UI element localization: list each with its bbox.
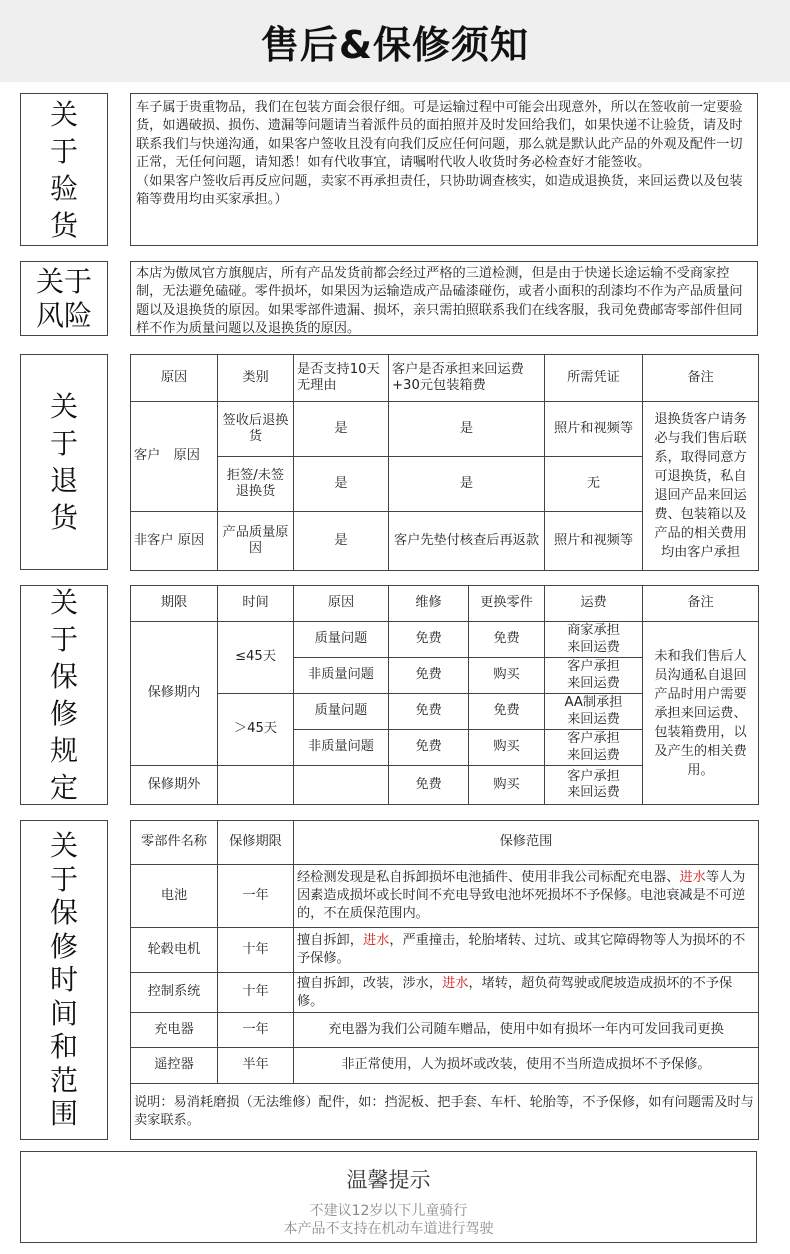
returns-header-proof: 所需凭证	[545, 355, 643, 402]
notice-line-2: 本产品不支持在机动车道进行驾驶	[283, 1221, 494, 1237]
risk-text: 本店为傲凤官方旗舰店，所有产品发货前都会经过严格的三道检测，但是由于快递长途运输不受商家控制，无法避免磕碰。零件损坏，如果因为运输造成产品磕漆碰伤，或者小面积的刮漆均不作为产品质量问题以及退换货的原因。如果零部件遗漏、损坏，亲只需拍照联系我们在线客服，我司免费邮寄零部件但同样不作为质量问题以及退换货的原因。	[136, 266, 743, 337]
rules-header-parts: 更换零件	[469, 586, 545, 622]
returns-table	[130, 354, 759, 571]
returns-label: 关于退货	[49, 390, 78, 534]
scope-text-part: ，堵转，超负荷驾驶或爬坡造成损坏的不予保修。	[297, 975, 733, 1009]
scope-battery-period: 一年	[218, 865, 294, 928]
returns-proof: 照片和视频等	[545, 512, 643, 571]
scope-motor-period: 十年	[218, 928, 294, 973]
scope-text-highlight: 进水	[362, 933, 390, 948]
rules-reason: 非质量问题	[294, 730, 389, 766]
rules-parts: 购买	[469, 766, 545, 805]
warranty-rules-label-box	[20, 585, 108, 805]
scope-remote-name: 遥控器	[131, 1048, 218, 1084]
warranty-rules-header-row	[131, 586, 759, 622]
rules-repair: 免费	[389, 658, 469, 694]
rules-header-reason: 原因	[294, 586, 389, 622]
rules-repair: 免费	[389, 694, 469, 730]
returns-bear: 客户先垫付核查后再返款	[389, 512, 545, 571]
warranty-rules-table	[130, 585, 759, 805]
warranty-scope-label-box	[20, 820, 108, 1140]
notice-title: 温馨提示	[346, 1168, 431, 1192]
scope-header-scope: 保修范围	[294, 821, 759, 865]
scope-text-part: 擅自拆卸，改装，涉水，	[297, 975, 443, 991]
returns-bear: 是	[389, 402, 545, 457]
rules-time-gt45: ＞45天	[218, 694, 294, 766]
rules-reason: 质量问题	[294, 694, 389, 730]
page-header	[0, 0, 790, 82]
rules-parts: 购买	[469, 730, 545, 766]
scope-motor-text	[294, 928, 759, 973]
rules-header-period: 期限	[131, 586, 218, 622]
rules-period-out: 保修期外	[131, 766, 218, 805]
returns-header-support: 是否支持10天无理由	[294, 355, 389, 402]
scope-text-highlight: 进水	[442, 975, 469, 991]
table-row	[131, 622, 759, 658]
rules-parts: 免费	[469, 694, 545, 730]
inspection-paragraph-1: 车子属于贵重物品，我们在包装方面会很仔细。可是运输过程中可能会出现意外，所以在签收前一定要验货，如遇破损、损伤、遗漏等问题请当着派件员的面拍照并及时发回给我们，如果快递不让验货，请及时联系我们与快递沟通，如果客户签收且没有向我们反应任何问题，那么就是默认此产品的外观及配件一切正常，无任何问题，请知悉！如有代收事宜，请嘱咐代收人收货时务必检查好才能签收。	[136, 100, 743, 171]
scope-text-part: ，严重撞击，轮胎堵转、过坑、或其它障碍物等人为损坏的不予保修。	[297, 933, 746, 966]
notice-line-1: 不建议12岁以下儿童骑行	[309, 1203, 468, 1219]
returns-category: 拒签/未签退换货	[218, 457, 294, 512]
rules-repair: 免费	[389, 730, 469, 766]
rules-header-time: 时间	[218, 586, 294, 622]
scope-footnote: 说明：易消耗磨损（无法维修）配件，如：挡泥板、把手套、车杆、轮胎等，不予保修，如有问题需及时与卖家联系。	[131, 1084, 759, 1140]
returns-proof: 无	[545, 457, 643, 512]
returns-header-note: 备注	[643, 355, 759, 402]
warranty-scope-header-row	[131, 821, 759, 865]
returns-noncustomer-reason: 非客户 原因	[131, 512, 218, 571]
table-row	[131, 865, 759, 928]
rules-reason: 非质量问题	[294, 658, 389, 694]
inspection-label-box	[20, 93, 108, 246]
scope-text-part: 经检测发现是私自拆卸损坏电池插件、使用非我公司标配充电器、	[297, 870, 680, 885]
rules-note: 未和我们售后人员沟通私自退回产品时用户需要承担来回运费、包装箱费用，以及产生的相关费用。	[643, 622, 759, 805]
rules-header-repair: 维修	[389, 586, 469, 622]
returns-note: 退换货客户请务必与我们售后联系，取得同意方可退换货，私自退回产品来回运费、包装箱以及产品的相关费用均由客户承担	[643, 402, 759, 571]
warranty-rules-label: 关于保修规定	[49, 586, 78, 804]
table-row	[131, 973, 759, 1013]
scope-motor-name: 轮毂电机	[131, 928, 218, 973]
returns-header-category: 类别	[218, 355, 294, 402]
inspection-label: 关于验货	[49, 97, 78, 242]
notice-box	[20, 1151, 757, 1243]
rules-repair: 免费	[389, 622, 469, 658]
rules-header-note: 备注	[643, 586, 759, 622]
returns-category: 签收后退换货	[218, 402, 294, 457]
warranty-scope-table	[130, 820, 759, 1140]
scope-controller-name: 控制系统	[131, 973, 218, 1013]
table-row	[131, 1048, 759, 1084]
rules-repair: 免费	[389, 766, 469, 805]
risk-text-box	[130, 261, 758, 336]
scope-header-part: 零部件名称	[131, 821, 218, 865]
scope-remote-period: 半年	[218, 1048, 294, 1084]
scope-header-period: 保修期限	[218, 821, 294, 865]
returns-category: 产品质量原因	[218, 512, 294, 571]
scope-charger-text: 充电器为我们公司随车赠品，使用中如有损坏一年内可发回我司更换	[294, 1013, 759, 1048]
inspection-paragraph-2: （如果客户签收后再反应问题，卖家不再承担责任，只协助调查核实，如造成退换货，来回运费以及包装箱等费用均由买家承担。）	[136, 173, 743, 208]
rules-parts: 购买	[469, 658, 545, 694]
returns-proof: 照片和视频等	[545, 402, 643, 457]
scope-battery-name: 电池	[131, 865, 218, 928]
rules-parts: 免费	[469, 622, 545, 658]
rules-time-le45: ≤45天	[218, 622, 294, 694]
rules-period-in: 保修期内	[131, 622, 218, 766]
table-row	[131, 1084, 759, 1140]
table-row	[131, 402, 759, 457]
rules-reason: 质量问题	[294, 622, 389, 658]
table-row	[131, 928, 759, 973]
warranty-scope-label: 关于保修时间和范围	[49, 829, 78, 1131]
returns-label-box	[20, 354, 108, 570]
scope-battery-text	[294, 865, 759, 928]
scope-remote-text: 非正常使用，人为损坏或改装，使用不当所造成损坏不予保修。	[294, 1048, 759, 1084]
scope-text-part: 等人为因素造成损坏或长时间不充电导致电池坏死损坏不予保修。电池衰减是不可逆的，不在质保范围内。	[297, 870, 746, 921]
returns-header-row	[131, 355, 759, 402]
scope-text-part: 擅自拆卸，	[297, 933, 363, 948]
rules-reason	[294, 766, 389, 805]
returns-customer-reason: 客户 原因	[131, 402, 218, 512]
returns-support: 是	[294, 402, 389, 457]
scope-text-highlight: 进水	[679, 870, 706, 885]
scope-charger-period: 一年	[218, 1013, 294, 1048]
returns-header-reason: 原因	[131, 355, 218, 402]
rules-time-empty	[218, 766, 294, 805]
returns-support: 是	[294, 512, 389, 571]
scope-charger-name: 充电器	[131, 1013, 218, 1048]
table-row	[131, 1013, 759, 1048]
returns-bear: 是	[389, 457, 545, 512]
scope-controller-text	[294, 973, 759, 1013]
risk-label: 关于风险	[35, 264, 92, 332]
rules-header-shipping: 运费	[545, 586, 643, 622]
scope-controller-period: 十年	[218, 973, 294, 1013]
returns-support: 是	[294, 457, 389, 512]
risk-label-box	[20, 261, 108, 336]
rules-shipping: 客户承担来回运费	[545, 730, 643, 766]
rules-shipping: 商家承担来回运费	[545, 622, 643, 658]
returns-header-bear: 客户是否承担来回运费+30元包装箱费	[389, 355, 545, 402]
rules-shipping: 客户承担来回运费	[545, 658, 643, 694]
rules-shipping: 客户承担来回运费	[545, 766, 643, 805]
page-title: 售后&保修须知	[260, 22, 530, 67]
rules-shipping: AA制承担来回运费	[545, 694, 643, 730]
inspection-text-box	[130, 93, 758, 246]
